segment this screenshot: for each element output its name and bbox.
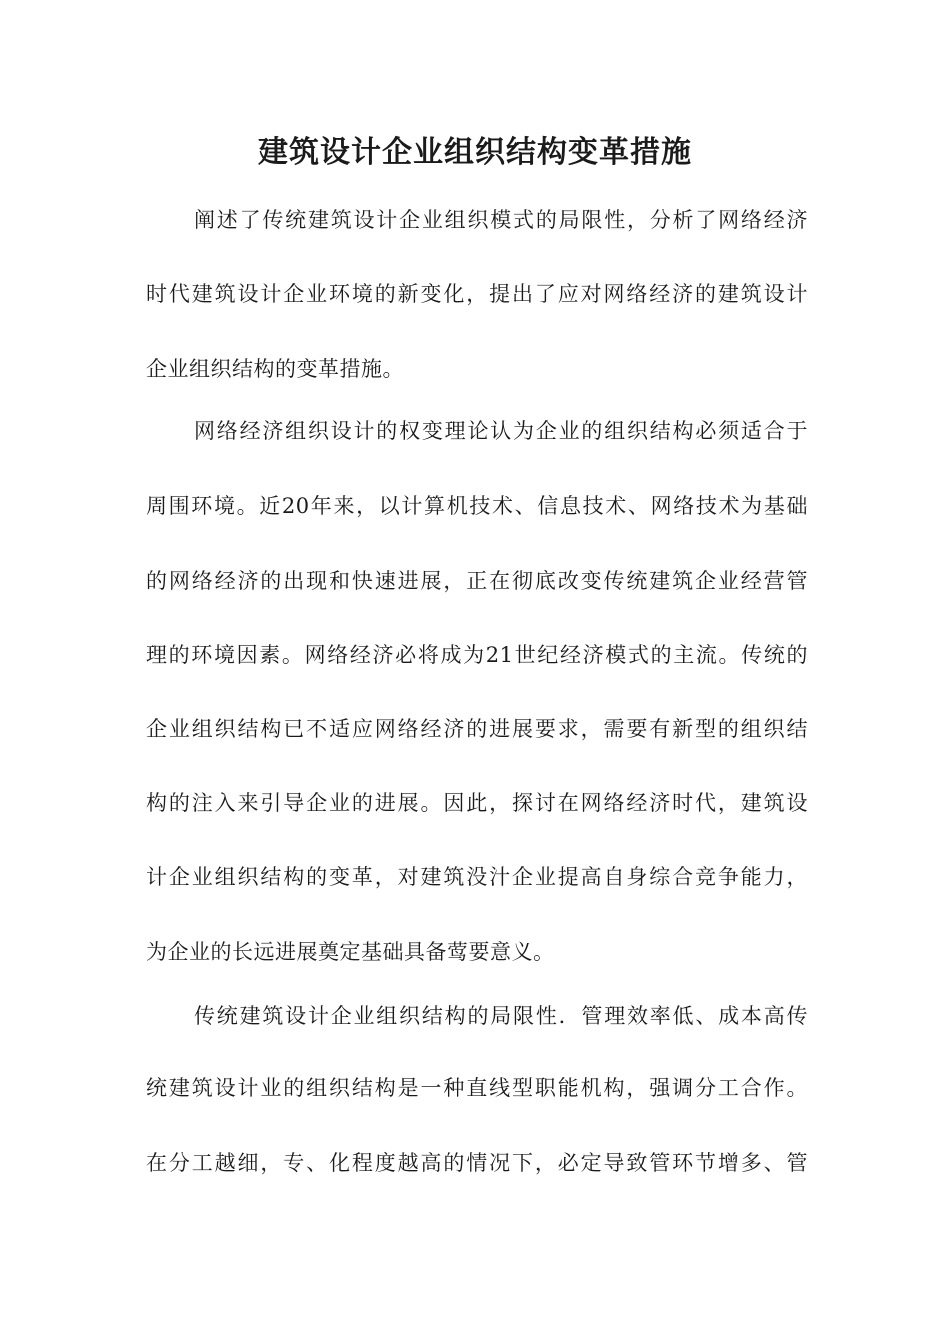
paragraph-2-line-8: 为企业的长远进展奠定基础具备莺要意义。: [146, 940, 555, 964]
paragraph-1-line-1: 阐述了传统建筑设计企业组织模式的局限性，分析了网络经济: [194, 208, 808, 232]
paragraph-2-line-6: 构的注入来引导企业的进展。因此，探讨在网络经济时代，建筑设: [146, 791, 808, 815]
paragraph-2-line-2: 周围环境。近20年来，以计算机技术、信息技术、网络技术为基础: [146, 494, 808, 518]
paragraph-3-line-2: 统建筑设计业的组织结构是一种直线型职能机构，强调分工合作。: [146, 1076, 808, 1100]
paragraph-3-line-1: 传统建筑设计企业组织结构的局限性．管理效率低、成本高传: [194, 1004, 808, 1028]
page-title: 建筑设计企业组织结构变革措施: [258, 135, 692, 170]
paragraph-2-line-1: 网络经济组织设计的权变理论认为企业的组织结构必须适合于: [194, 419, 808, 443]
paragraph-3-line-3: 在分工越细，专、化程度越高的情况下，必定导致管环节增多、管: [146, 1151, 808, 1175]
paragraph-2-line-5: 企业组织结构已不适应网络经济的进展要求，需要有新型的组织结: [146, 717, 808, 741]
paragraph-2-line-4: 理的环境因素。网络经济必将成为21世纪经济模式的主流。传统的: [146, 643, 808, 667]
paragraph-2-line-7: 计企业组织结构的变革，对建筑没汁企业提高自身综合竞争能力，: [146, 865, 808, 889]
paragraph-1-line-2: 时代建筑设计企业环境的新变化，提出了应对网络经济的建筑设计: [146, 282, 808, 306]
paragraph-2-line-3: 的网络经济的出现和快速进展，正在彻底改变传统建筑企业经营管: [146, 569, 808, 593]
paragraph-1-line-3: 企业组织结构的变革措施。: [146, 357, 404, 381]
